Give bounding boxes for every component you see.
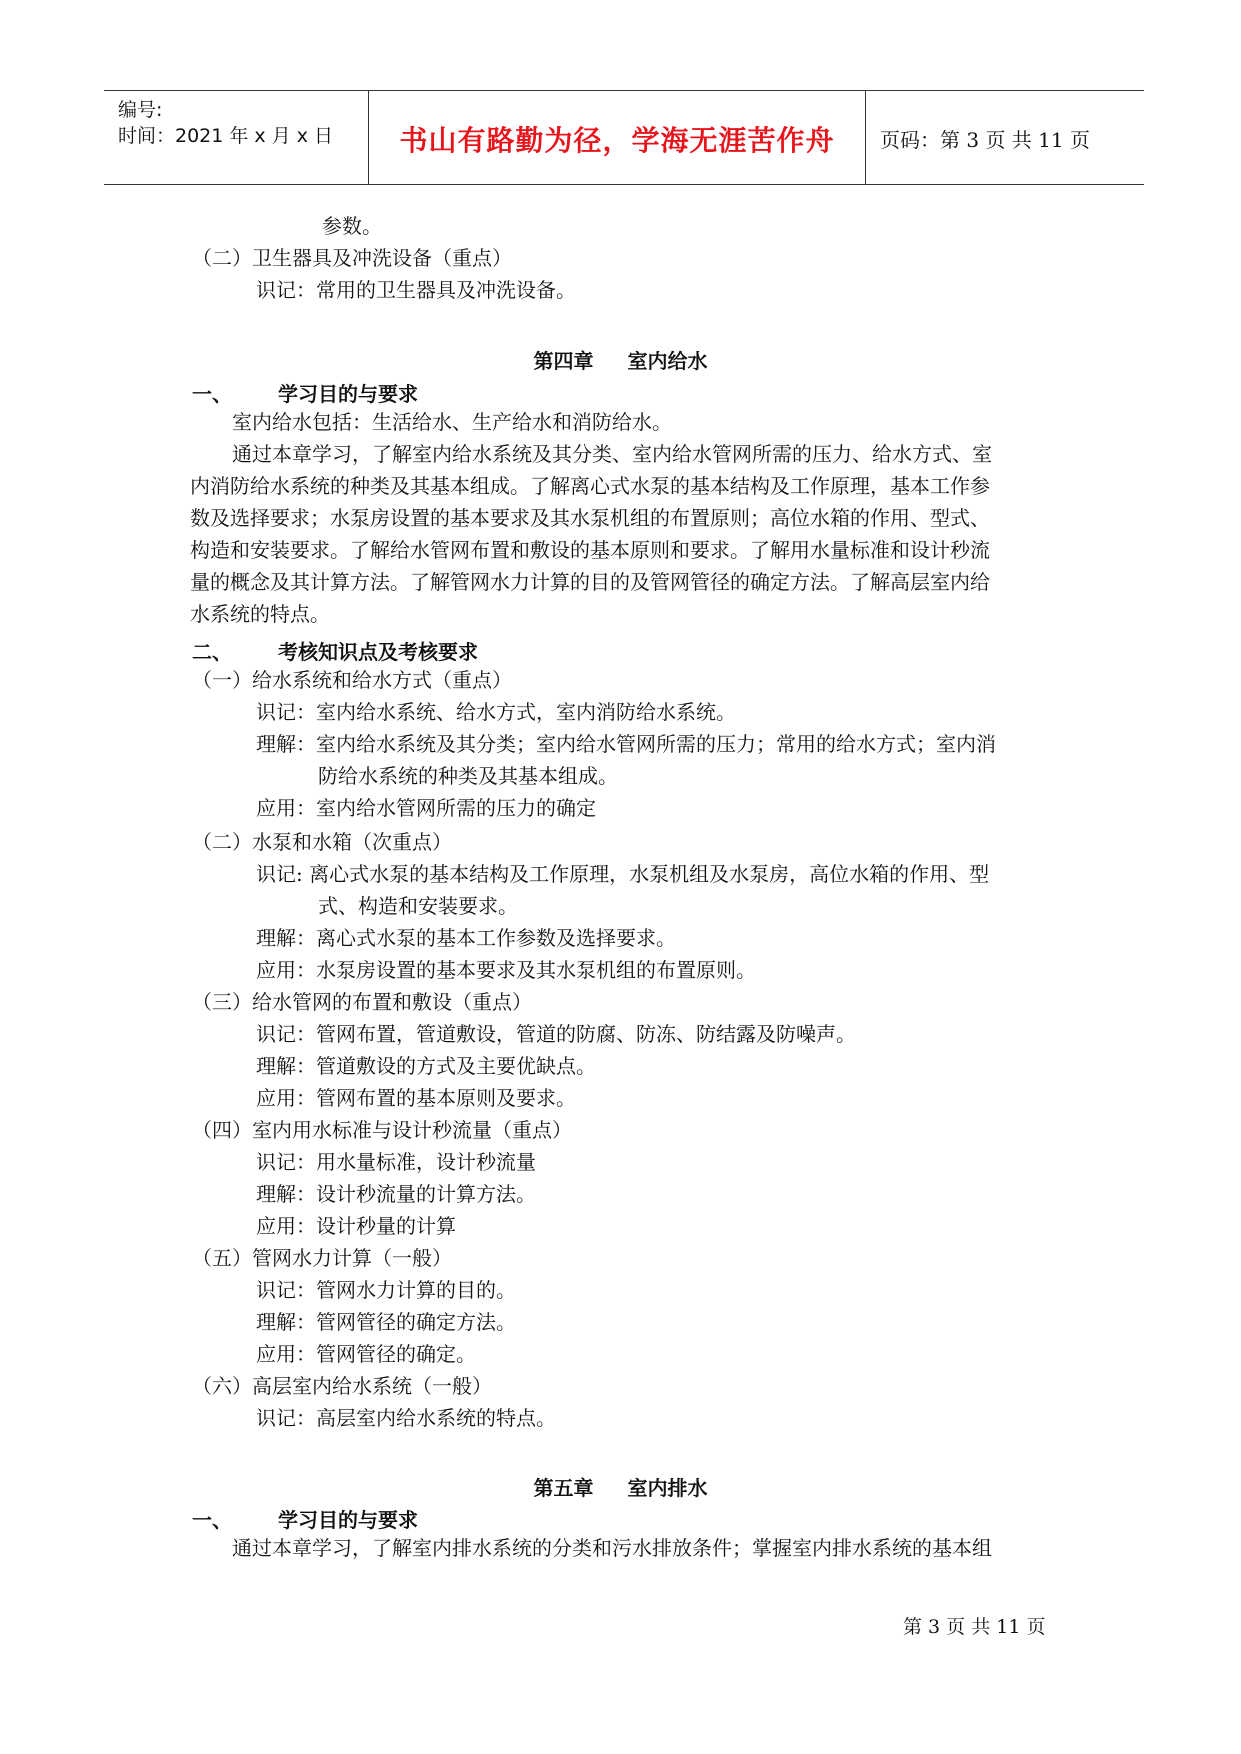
- text-line: 应用：水泵房设置的基本要求及其水泵机组的布置原则。: [256, 958, 756, 982]
- paragraph-line: 内消防给水系统的种类及其基本组成。了解离心式水泵的基本结构及工作原理，基本工作参: [190, 474, 990, 498]
- text-line: 识记：管网布置，管道敷设，管道的防腐、防冻、防结露及防噪声。: [256, 1022, 856, 1046]
- section-heading: [192, 1504, 418, 1533]
- chapter-number: 第四章: [533, 349, 594, 373]
- text-line: 参数。: [322, 214, 382, 238]
- chapter-title: [0, 1472, 1241, 1501]
- text-line: 识记：室内给水系统、给水方式，室内消防给水系统。: [256, 700, 736, 724]
- paragraph-line: 通过本章学习，了解室内排水系统的分类和污水排放条件；掌握室内排水系统的基本组: [232, 1536, 992, 1560]
- section-title: 学习目的与要求: [278, 1508, 418, 1532]
- section-title: 考核知识点及考核要求: [278, 640, 478, 664]
- text-line: 应用：设计秒量的计算: [256, 1214, 456, 1238]
- section-number: 一、: [192, 382, 232, 406]
- text-line: 理解：管道敷设的方式及主要优缺点。: [256, 1054, 596, 1078]
- text-line: 理解：设计秒流量的计算方法。: [256, 1182, 536, 1206]
- chapter-name: 室内排水: [627, 1476, 708, 1500]
- subsection-heading: （三）给水管网的布置和敷设（重点）: [192, 990, 532, 1014]
- subsection-heading: （二）卫生器具及冲洗设备（重点）: [192, 246, 512, 270]
- paragraph-line: 数及选择要求；水泵房设置的基本要求及其水泵机组的布置原则；高位水箱的作用、型式、: [190, 506, 990, 530]
- subsection-heading: （六）高层室内给水系统（一般）: [192, 1374, 492, 1398]
- document-number-label: 编号:: [118, 99, 163, 121]
- section-number: 二、: [192, 640, 232, 664]
- subsection-heading: （五）管网水力计算（一般）: [192, 1246, 452, 1270]
- subsection-heading: （二）水泵和水箱（次重点）: [192, 830, 452, 854]
- text-line: 识记：管网水力计算的目的。: [256, 1278, 516, 1302]
- header-left-cell: [104, 91, 368, 184]
- document-time-label: 时间：2021 年 x 月 x 日: [118, 125, 334, 147]
- text-line: 应用：管网布置的基本原则及要求。: [256, 1086, 576, 1110]
- motto-text: 书山有路勤为径，学海无涯苦作舟: [399, 124, 835, 157]
- page-footer: 第 3 页 共 11 页: [903, 1616, 1046, 1638]
- chapter-title: [0, 345, 1241, 374]
- chapter-number: 第五章: [533, 1476, 594, 1500]
- header-page-cell: [866, 91, 1144, 184]
- text-line: 识记：用水量标准，设计秒流量: [256, 1150, 536, 1174]
- section-number: 一、: [192, 1508, 232, 1532]
- header-page-info: 页码：第 3 页 共 11 页: [880, 128, 1090, 152]
- paragraph-line: 通过本章学习，了解室内给水系统及其分类、室内给水管网所需的压力、给水方式、室: [232, 442, 992, 466]
- section-heading: [192, 636, 478, 665]
- text-line: 应用：管网管径的确定。: [256, 1342, 476, 1366]
- text-line: 应用：室内给水管网所需的压力的确定: [256, 796, 596, 820]
- text-line: 防给水系统的种类及其基本组成。: [318, 764, 618, 788]
- text-line: 理解：室内给水系统及其分类；室内给水管网所需的压力；常用的给水方式；室内消: [256, 732, 996, 756]
- subsection-heading: （四）室内用水标准与设计秒流量（重点）: [192, 1118, 572, 1142]
- text-line: 理解：管网管径的确定方法。: [256, 1310, 516, 1334]
- subsection-heading: （一）给水系统和给水方式（重点）: [192, 668, 512, 692]
- text-line: 识记: 离心式水泵的基本结构及工作原理，水泵机组及水泵房，高位水箱的作用、型: [256, 862, 990, 886]
- page-header: [104, 90, 1144, 185]
- chapter-name: 室内给水: [627, 349, 708, 373]
- paragraph-line: 量的概念及其计算方法。了解管网水力计算的目的及管网管径的确定方法。了解高层室内给: [190, 570, 990, 594]
- text-line: 识记：高层室内给水系统的特点。: [256, 1406, 556, 1430]
- header-motto-cell: [368, 91, 866, 184]
- paragraph-line: 构造和安装要求。了解给水管网布置和敷设的基本原则和要求。了解用水量标准和设计秒流: [190, 538, 990, 562]
- paragraph-line: 室内给水包括：生活给水、生产给水和消防给水。: [232, 410, 672, 434]
- section-heading: [192, 378, 418, 407]
- section-title: 学习目的与要求: [278, 382, 418, 406]
- paragraph-line: 水系统的特点。: [190, 602, 330, 626]
- text-line: 理解：离心式水泵的基本工作参数及选择要求。: [256, 926, 676, 950]
- text-line: 识记：常用的卫生器具及冲洗设备。: [256, 278, 576, 302]
- text-line: 式、构造和安装要求。: [318, 894, 518, 918]
